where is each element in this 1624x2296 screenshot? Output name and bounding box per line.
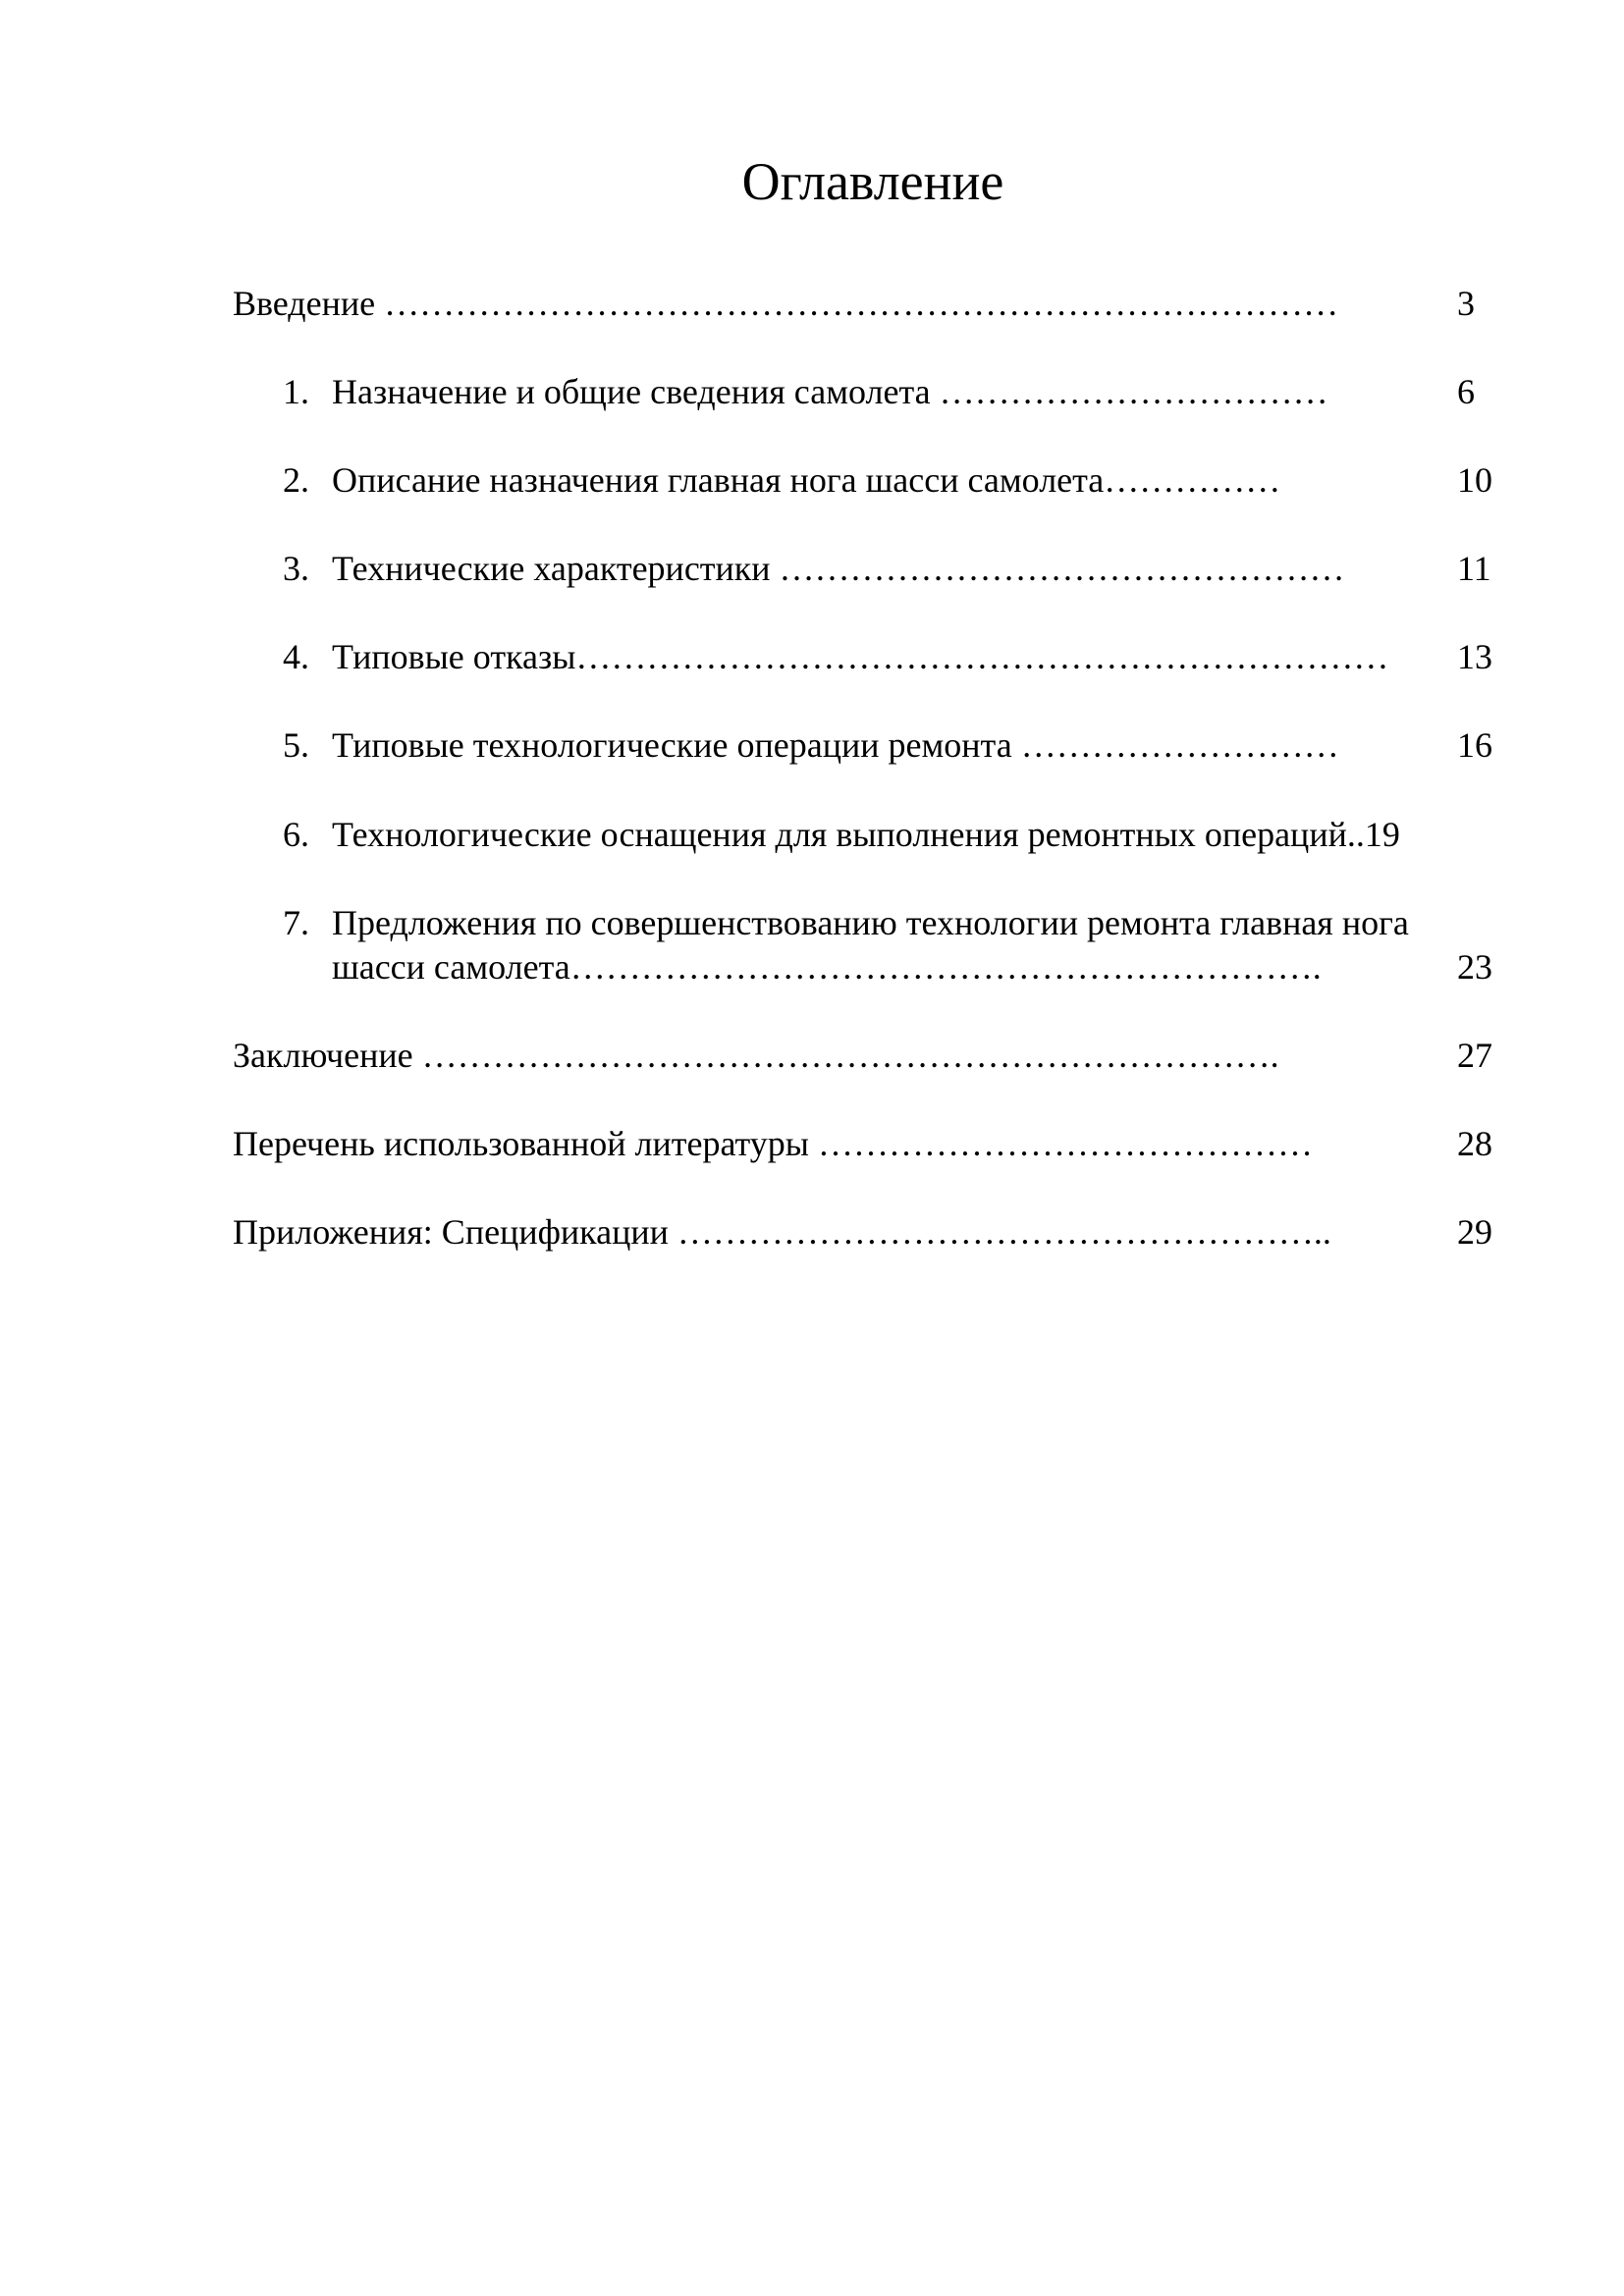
toc-page-number: 11 xyxy=(1457,549,1491,588)
toc-page-number: 23 xyxy=(1457,947,1492,987)
toc-entry-4: Типовые отказы…………………………………………………………… xyxy=(332,637,1389,676)
toc-entry-number: 3. xyxy=(283,549,309,588)
toc-entry-appendices: Приложения: Спецификации ……………………………………………….. xyxy=(233,1212,1331,1252)
toc-entry-2: Описание назначения главная нога шасси самолета…………… xyxy=(332,460,1281,500)
toc-page-number: 16 xyxy=(1457,725,1492,765)
toc-entry-number: 5. xyxy=(283,725,309,765)
toc-entry-references: Перечень использованной литературы …………………………………… xyxy=(233,1124,1313,1163)
toc-page-number: 28 xyxy=(1457,1124,1492,1163)
toc-entry-1: Назначение и общие сведения самолета …………………………… xyxy=(332,372,1328,411)
toc-entry-6: Технологические оснащения для выполнения ремонтных операций..19 xyxy=(332,815,1400,854)
toc-entry-number: 2. xyxy=(283,460,309,500)
toc-page-number: 29 xyxy=(1457,1212,1492,1252)
toc-page-number: 10 xyxy=(1457,460,1492,500)
toc-page-number: 3 xyxy=(1457,284,1475,323)
toc-page-number: 6 xyxy=(1457,372,1475,411)
toc-entry-conclusion: Заключение ………………………………………………………………. xyxy=(233,1036,1279,1075)
toc-page-number: 13 xyxy=(1457,637,1492,676)
toc-entry-number: 6. xyxy=(283,815,309,854)
toc-page-number: 27 xyxy=(1457,1036,1492,1075)
toc-entry-7-continuation: шасси самолета………………………………………………………. xyxy=(332,947,1322,987)
toc-entry-number: 1. xyxy=(283,372,309,411)
page-title: Оглавление xyxy=(741,152,1004,211)
toc-entry-introduction: Введение ……………………………………………………………………… xyxy=(233,284,1339,323)
toc-entry-number: 4. xyxy=(283,637,309,676)
toc-entry-5: Типовые технологические операции ремонта ……………………… xyxy=(332,725,1339,765)
toc-entry-3: Технические характеристики ………………………………………… xyxy=(332,549,1345,588)
toc-entry-number: 7. xyxy=(283,903,309,942)
toc-entry-7: Предложения по совершенствованию технологии ремонта главная нога xyxy=(332,903,1409,942)
